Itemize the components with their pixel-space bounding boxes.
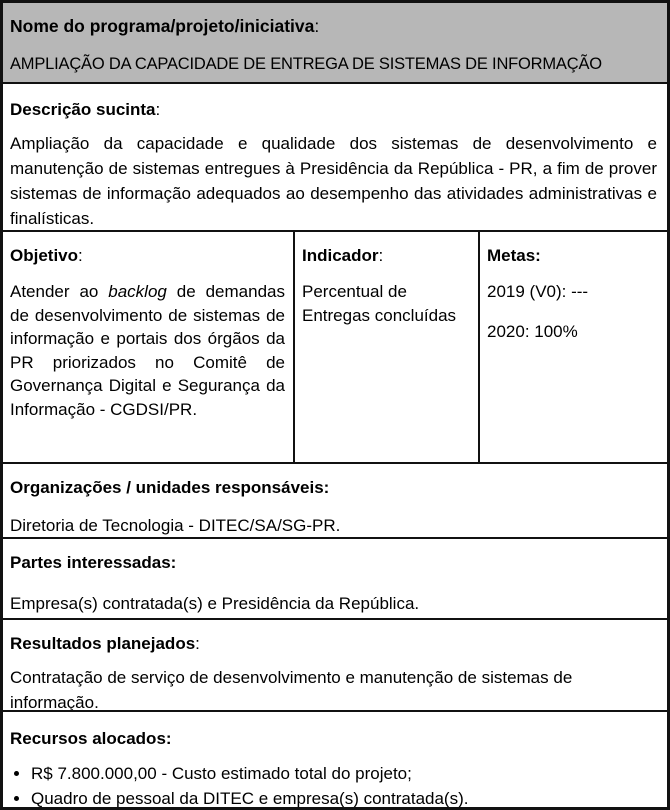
stakeholders-section xyxy=(3,537,667,618)
responsible-org-label: Organizações / unidades responsáveis: xyxy=(10,478,330,497)
description-label-text: Descrição sucinta xyxy=(10,100,156,119)
responsible-org-section xyxy=(3,462,667,537)
goal-2019: 2019 (V0): --- xyxy=(487,282,589,301)
program-name-label xyxy=(10,16,657,36)
objective-indicator-goals-section xyxy=(3,230,667,462)
resource-item: • R$ 7.800.000,00 - Custo estimado total do projeto; xyxy=(31,761,657,786)
objective-label-text: Objetivo xyxy=(10,246,79,265)
indicator-label-colon: : xyxy=(378,246,384,265)
description-label xyxy=(10,100,657,120)
goals-cell xyxy=(480,232,667,462)
objective-cell xyxy=(3,232,295,462)
indicator-label-text: Indicador xyxy=(302,246,379,265)
goal-2020: 2020: 100% xyxy=(487,321,578,341)
program-name-label-colon: : xyxy=(314,16,320,36)
program-name-value: AMPLIAÇÃO DA CAPACIDADE DE ENTREGA DE SISTEMAS DE INFORMAÇÃO xyxy=(10,55,602,73)
planned-results-label xyxy=(10,634,657,654)
indicator-label xyxy=(302,246,470,266)
responsible-org-value: Diretoria de Tecnologia - DITEC/SA/SG-PR. xyxy=(10,516,341,535)
objective-text-italic: backlog xyxy=(108,282,167,301)
resource-item: • Quadro de pessoal da DITEC e empresa(s) contratada(s). xyxy=(31,786,657,807)
description-section xyxy=(3,82,667,230)
description-label-colon: : xyxy=(155,100,161,119)
planned-results-label-text: Resultados planejados xyxy=(10,634,196,653)
objective-label-colon: : xyxy=(78,246,83,265)
planned-results-label-colon: : xyxy=(195,634,200,653)
indicator-text: Percentual de Entregas concluídas xyxy=(302,282,457,325)
indicator-cell xyxy=(295,232,480,462)
stakeholders-value: Empresa(s) contratada(s) e Presidência da República. xyxy=(10,594,420,613)
objective-label xyxy=(10,246,285,266)
allocated-resources-section xyxy=(3,710,667,807)
allocated-resources-label: Recursos alocados: xyxy=(10,729,172,748)
stakeholders-label: Partes interessadas: xyxy=(10,553,177,572)
planned-results-value: Contratação de serviço de desenvolvimento e manutenção de sistemas de informação. xyxy=(10,668,573,710)
resources-list xyxy=(10,761,657,807)
objective-text xyxy=(10,280,285,421)
objective-text-before: Atender ao xyxy=(10,282,109,301)
planned-results-section xyxy=(3,618,667,710)
goals-label: Metas: xyxy=(487,246,541,265)
description-text: Ampliação da capacidade e qualidade dos sistemas de desenvolvimento e manutenção de sistemas entregues à Presidência da República - PR, a fim de prover sistemas de informação adequados ao desempenho das atividades administrativas e finalísticas. xyxy=(10,134,657,228)
objective-text-after: de demandas de desenvolvimento de sistemas de informação e portais dos órgãos da PR priorizados no Comitê de Governança Digital e Segurança da Informação - CGDSI/PR. xyxy=(10,282,285,419)
program-name-section xyxy=(3,3,667,82)
program-name-label-text: Nome do programa/projeto/iniciativa xyxy=(10,16,315,36)
